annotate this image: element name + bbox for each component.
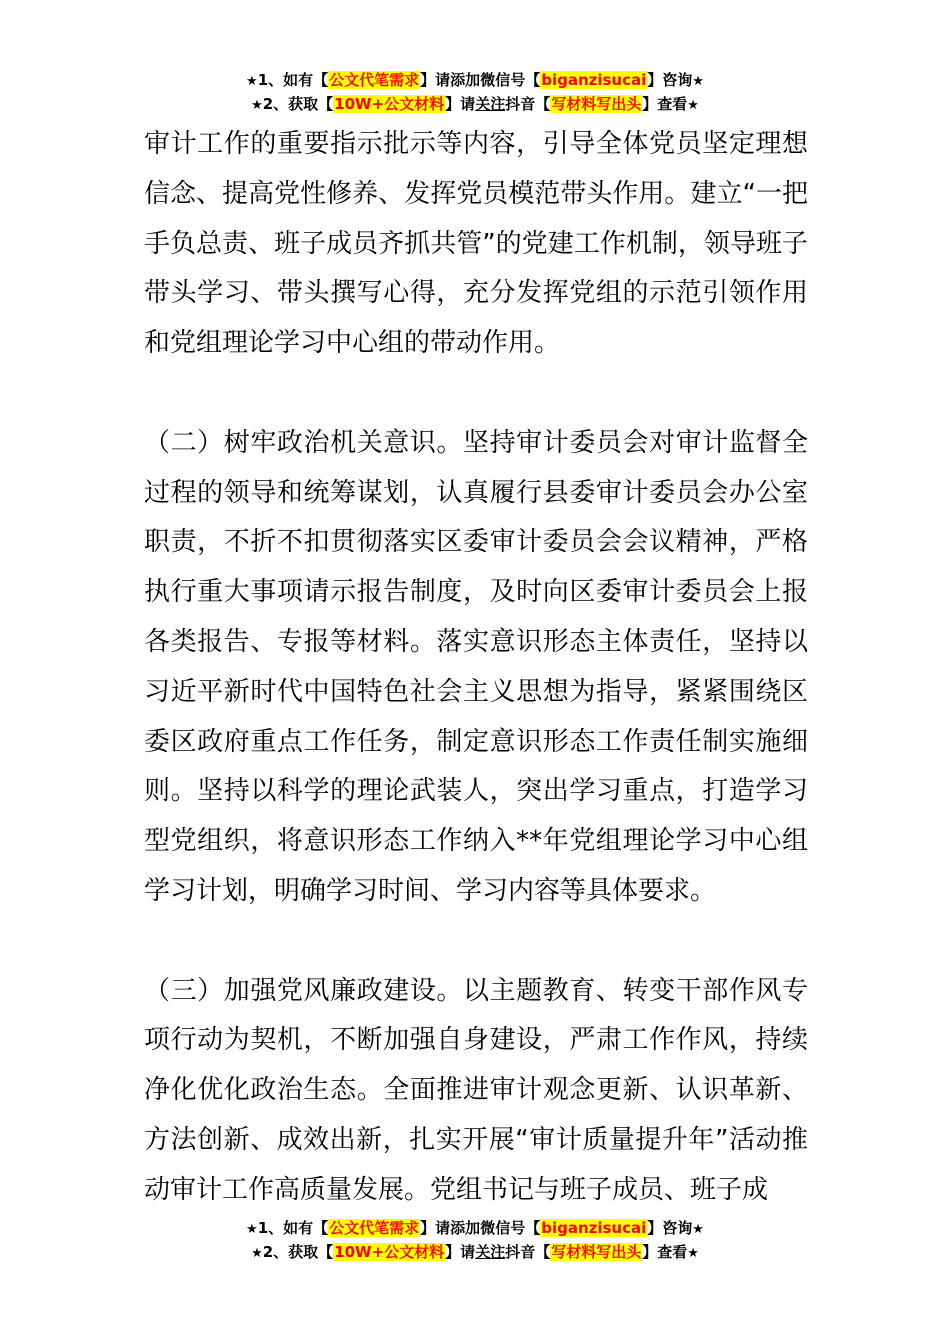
banner-emphasis: 关注 (475, 95, 506, 113)
banner-highlight: biganzisucai (541, 1219, 647, 1237)
paragraph-3: （三）加强党风廉政建设。以主题教育、转变干部作风专项行动为契机，不断加强自身建设，严肃工作作风，持续净化优化政治生态。全面推进审计观念更新、认识革新、方法创新、成效出新，扎实开展“审计质量提升年”活动推动审计工作高质量发展。党组书记与班子成员、班子成 (144, 975, 808, 1205)
banner-highlight: 写材料写出头 (551, 95, 642, 113)
banner-highlight: 10W+公文材料 (334, 1243, 445, 1261)
document-body (144, 120, 808, 1216)
banner-text: 】请 (445, 95, 476, 113)
header-banner (0, 68, 950, 116)
banner-highlight: 公文代笔需求 (329, 71, 420, 89)
paragraph-gap (144, 917, 808, 967)
banner-text: 2、获取【 (262, 95, 334, 113)
banner-line-1 (0, 68, 950, 92)
banner-text: 微信号【 (480, 1219, 541, 1237)
footer-banner (0, 1216, 950, 1264)
banner-emphasis: 添加 (450, 1219, 481, 1237)
paragraph-1: 审计工作的重要指示批示等内容，引导全体党员坚定理想信念、提高党性修养、发挥党员模范带头作用。建立“一把手负总责、班子成员齐抓共管”的党建工作机制，领导班子带头学习、带头撰写心得，充分发挥党组的示范引领作用和党组理论学习中心组的带动作用。 (144, 129, 808, 359)
star-icon: ★ (687, 98, 699, 113)
banner-text: 1、如有【 (257, 1219, 329, 1237)
banner-text: 】查看 (642, 1243, 688, 1261)
banner-text: 】请 (420, 71, 451, 89)
star-icon: ★ (246, 74, 258, 89)
banner-text: 微信号【 (480, 71, 541, 89)
banner-text: 】请 (420, 1219, 451, 1237)
banner-text: 抖音【 (505, 1243, 551, 1261)
star-icon: ★ (692, 1222, 704, 1237)
banner-highlight: 公文代笔需求 (329, 1219, 420, 1237)
banner-highlight: 10W+公文材料 (334, 95, 445, 113)
banner-text: 】查看 (642, 95, 688, 113)
banner-line-2 (0, 1240, 950, 1264)
banner-text: 】咨询 (647, 1219, 693, 1237)
banner-text: 1、如有【 (257, 71, 329, 89)
star-icon: ★ (692, 74, 704, 89)
banner-text: 】请 (445, 1243, 476, 1261)
banner-text: 抖音【 (505, 95, 551, 113)
paragraph-2: （二）树牢政治机关意识。坚持审计委员会对审计监督全过程的领导和统筹谋划，认真履行县委审计委员会办公室职责，不折不扣贯彻落实区委审计委员会会议精神，严格执行重大事项请示报告制度，及时向区委审计委员会上报各类报告、专报等材料。落实意识形态主体责任，坚持以习近平新时代中国特色社会主义思想为指导，紧紧围绕区委区政府重点工作任务，制定意识形态工作责任制实施细则。坚持以科学的理论武装人，突出学习重点，打造学习型党组织，将意识形态工作纳入**年党组理论学习中心组学习计划，明确学习时间、学习内容等具体要求。 (144, 427, 808, 906)
banner-line-2 (0, 92, 950, 116)
star-icon: ★ (251, 1246, 263, 1261)
banner-text: 2、获取【 (262, 1243, 334, 1261)
banner-highlight: biganzisucai (541, 71, 647, 89)
paragraph-gap (144, 369, 808, 419)
banner-text: 】咨询 (647, 71, 693, 89)
star-icon: ★ (246, 1222, 258, 1237)
star-icon: ★ (687, 1246, 699, 1261)
star-icon: ★ (251, 98, 263, 113)
banner-emphasis: 关注 (475, 1243, 506, 1261)
banner-highlight: 写材料写出头 (551, 1243, 642, 1261)
banner-line-1 (0, 1216, 950, 1240)
banner-emphasis: 添加 (450, 71, 481, 89)
